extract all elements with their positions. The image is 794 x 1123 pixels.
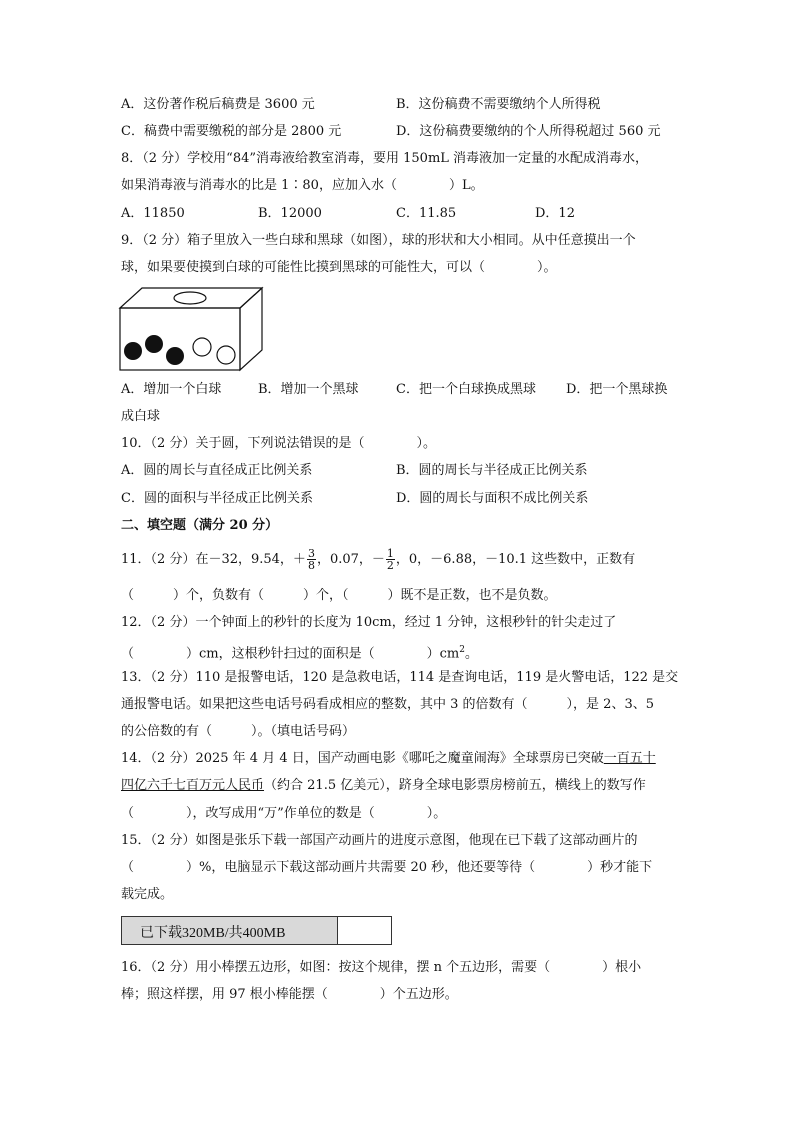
q9-option-c: C．把一个白球换成黑球 bbox=[396, 382, 536, 397]
q16-stem-line2: 棒；照这样摆，用 97 根小棒能摆（ ）个五边形。 bbox=[121, 987, 458, 1002]
fraction-one-half: $\frac{1}{2}$ bbox=[386, 547, 394, 572]
q14-stem-line3: （ ），改写成用“万”作单位的数是（ ）。 bbox=[121, 806, 447, 821]
q15-stem-line1: 15．（2 分）如图是张乐下载一部国产动画片的进度示意图，他现在已下载了这部动画片的 bbox=[121, 833, 638, 848]
box-top-face bbox=[120, 288, 262, 308]
box-side-face bbox=[240, 288, 262, 370]
q10-stem: 10．（2 分）关于圆，下列说法错误的是（ ）。 bbox=[121, 436, 436, 451]
q9-stem-line1: 9．（2 分）箱子里放入一些白球和黑球（如图），球的形状和大小相同。从中任意摸出一个 bbox=[121, 233, 636, 248]
black-ball bbox=[124, 342, 142, 360]
q8-stem-line1: 8．（2 分）学校用“84”消毒液给教室消毒，要用 150mL 消毒液加一定量的水配成消毒水， bbox=[121, 151, 649, 166]
q13-stem-line1: 13．（2 分）110 是报警电话，120 是急救电话，114 是查询电话，119 是火警电话，122 是交 bbox=[121, 670, 679, 685]
q15-stem-line3: 载完成。 bbox=[121, 887, 174, 902]
q15-stem-line2: （ ）%，电脑显示下载这部动画片共需要 20 秒，他还要等待（ ）秒才能下 bbox=[121, 860, 653, 875]
q9-option-b: B．增加一个黑球 bbox=[258, 382, 359, 397]
q8-option-c: C．11.85 bbox=[396, 206, 457, 221]
q7-option-c: C．稿费中需要缴税的部分是 2800 元 bbox=[121, 124, 342, 139]
white-ball bbox=[217, 346, 235, 364]
superscript-2: 2 bbox=[459, 645, 465, 655]
underlined-number: 四亿六千七百万元人民币 bbox=[121, 778, 265, 793]
q14-stem-line2: 四亿六千七百万元人民币（约合 21.5 亿美元），跻身全球电影票房榜前五，横线上的数写作 bbox=[121, 778, 646, 793]
q11-stem-line1 bbox=[121, 546, 635, 574]
q9-option-d-cont: 成白球 bbox=[121, 409, 161, 424]
q11-text-pre: 11．（2 分）在－32，9.54，＋ bbox=[121, 552, 306, 567]
white-ball bbox=[193, 338, 211, 356]
q8-option-b: B．12000 bbox=[258, 206, 322, 221]
progress-label: 已下载320MB/共400MB bbox=[140, 926, 286, 941]
q12-stem-line1: 12．（2 分）一个钟面上的秒针的长度为 10cm，经过 1 分钟，这根秒针的针尖走过了 bbox=[121, 615, 617, 630]
section-heading: 二、填空题（满分 20 分） bbox=[121, 518, 279, 533]
q10-option-a: A．圆的周长与直径成正比例关系 bbox=[121, 463, 313, 478]
q11-text-post: ，0，－6.88，－10.1 这些数中，正数有 bbox=[395, 552, 636, 567]
box-opening bbox=[174, 292, 206, 304]
q8-stem-line2: 如果消毒液与消毒水的比是 1∶80，应加入水（ ）L。 bbox=[121, 178, 484, 193]
black-ball bbox=[166, 347, 184, 365]
q13-stem-line2: 通报警电话。如果把这些电话号码看成相应的整数，其中 3 的倍数有（ ），是 2、3、5 bbox=[121, 697, 654, 712]
q11-text-mid: ，0.07，－ bbox=[316, 552, 385, 567]
q9-option-a: A．增加一个白球 bbox=[121, 382, 222, 397]
q9-option-d: D．把一个黑球换 bbox=[566, 382, 668, 397]
q11-stem-line2: （ ）个，负数有（ ）个，（ ）既不是正数，也不是负数。 bbox=[121, 588, 557, 603]
q16-stem-line1: 16．（2 分）用小棒摆五边形，如图：按这个规律，摆 n 个五边形，需要（ ）根小 bbox=[121, 960, 642, 975]
q10-option-c: C．圆的面积与半径成正比例关系 bbox=[121, 491, 313, 506]
q8-option-d: D．12 bbox=[535, 206, 575, 221]
ball-box-figure bbox=[118, 286, 264, 372]
underlined-number: 一百五十 bbox=[603, 751, 656, 766]
q10-option-d: D．圆的周长与面积不成比例关系 bbox=[396, 491, 589, 506]
q9-stem-line2: 球，如果要使摸到白球的可能性比摸到黑球的可能性大，可以（ ）。 bbox=[121, 260, 557, 275]
q7-option-a: A．这份著作税后稿费是 3600 元 bbox=[121, 97, 315, 112]
q14-stem-line1: 14．（2 分）2025 年 4 月 4 日，国产动画电影《哪吒之魔童闹海》全球票房已突破一百五十 bbox=[121, 751, 656, 766]
download-progress-bar bbox=[121, 916, 392, 945]
black-ball bbox=[145, 335, 163, 353]
fraction-three-eighths: $\frac{3}{8}$ bbox=[307, 547, 315, 572]
q13-stem-line3: 的公倍数的有（ ）。（填电话号码） bbox=[121, 724, 356, 739]
q7-option-d: D．这份稿费要缴纳的个人所得税超过 560 元 bbox=[396, 124, 661, 139]
q10-option-b: B．圆的周长与半径成正比例关系 bbox=[396, 463, 588, 478]
q7-option-b: B．这份稿费不需要缴纳个人所得税 bbox=[396, 97, 601, 112]
q12-stem-line2: （ ）cm，这根秒针扫过的面积是（ ）$cm^2$。 bbox=[121, 645, 478, 662]
q8-option-a: A．11850 bbox=[121, 206, 185, 221]
